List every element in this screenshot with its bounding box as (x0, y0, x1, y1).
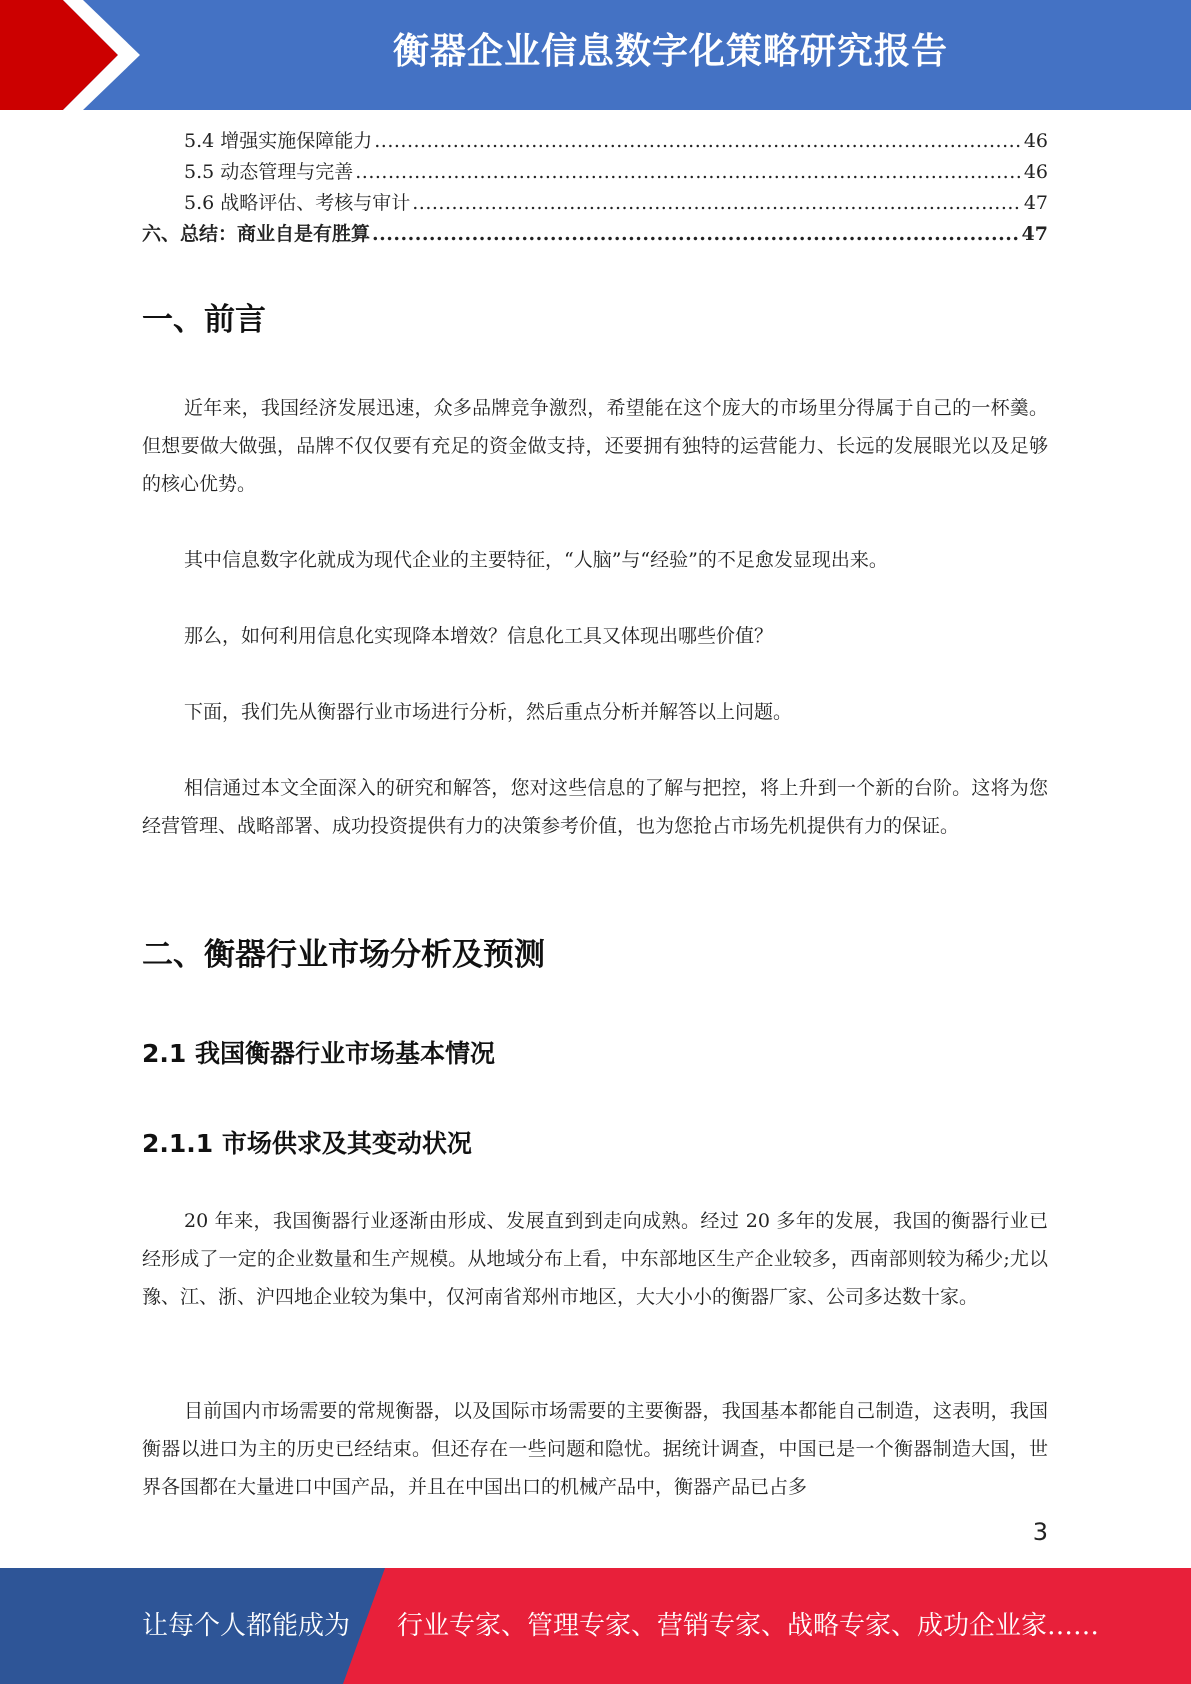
toc-entry-label: 六、总结：商业自是有胜算 (142, 223, 371, 245)
paragraph: 目前国内市场需要的常规衡器，以及国际市场需要的主要衡器，我国基本都能自己制造，这表明，我国衡器以进口为主的历史已经结束。但还存在一些问题和隐忧。据统计调查，中国已是一个衡器制造大国，世界各国都在大量进口中国产品，并且在中国出口的机械产品中，衡器产品已占多 (142, 1400, 1048, 1498)
page-number: 3 (1032, 1518, 1048, 1546)
section-heading-preface: 一、前言 (142, 302, 266, 338)
page-footer (0, 1568, 1191, 1684)
report-title: 衡器企业信息数字化策略研究报告 (392, 31, 948, 72)
toc-leader-dots (355, 157, 1022, 188)
paragraph: 20 年来，我国衡器行业逐渐由形成、发展直到到走向成熟。经过 20 多年的发展，我国的衡器行业已经形成了一定的企业数量和生产规模。从地域分布上看，中东部地区生产企业较多，西南部则较为稀少;尤以豫、江、浙、沪四地企业较为集中，仅河南省郑州市地区，大大小小的衡器厂家、公司多达数十家。 (142, 1210, 1048, 1308)
toc-entry-page: 47 (1021, 223, 1048, 245)
section-heading-market-analysis: 二、衡器行业市场分析及预测 (142, 937, 545, 973)
toc-entry[interactable] (142, 188, 1048, 219)
toc-leader-dots (374, 126, 1022, 157)
toc-entry-page: 46 (1023, 161, 1048, 183)
page-header (0, 0, 1191, 110)
footer-slogan-right: 行业专家、管理专家、营销专家、战略专家、成功企业家…… (397, 1611, 1100, 1641)
toc-entry[interactable] (142, 157, 1048, 188)
footer-slogan-left: 让每个人都能成为 (142, 1611, 351, 1641)
paragraph: 其中信息数字化就成为现代企业的主要特征，“人脑”与“经验”的不足愈发显现出来。 (184, 549, 888, 571)
toc-entry[interactable] (142, 219, 1048, 250)
toc-entry-page: 47 (1023, 192, 1048, 214)
paragraph: 下面，我们先从衡器行业市场进行分析，然后重点分析并解答以上问题。 (184, 701, 793, 723)
subsection-heading: 2.1 我国衡器行业市场基本情况 (142, 1039, 495, 1068)
toc-entry-label: 5.6 战略评估、考核与审计 (184, 192, 411, 214)
subsubsection-heading: 2.1.1 市场供求及其变动状况 (142, 1129, 472, 1158)
toc-entry-label: 5.5 动态管理与完善 (184, 161, 354, 183)
paragraph: 那么，如何利用信息化实现降本增效？信息化工具又体现出哪些价值？ (184, 625, 774, 647)
toc-entry-page: 46 (1023, 130, 1048, 152)
table-of-contents (142, 126, 1048, 250)
toc-entry-label: 5.4 增强实施保障能力 (184, 130, 373, 152)
toc-entry[interactable] (142, 126, 1048, 157)
toc-leader-dots (372, 219, 1020, 250)
paragraph: 相信通过本文全面深入的研究和解答，您对这些信息的了解与把控，将上升到一个新的台阶。这将为您经营管理、战略部署、成功投资提供有力的决策参考价值，也为您抢占市场先机提供有力的保证。 (142, 777, 1048, 837)
paragraph: 近年来，我国经济发展迅速，众多品牌竞争激烈，希望能在这个庞大的市场里分得属于自己的一杯羹。但想要做大做强，品牌不仅仅要有充足的资金做支持，还要拥有独特的运营能力、长远的发展眼光以及足够的核心优势。 (142, 397, 1048, 495)
header-arrow-decoration (0, 0, 160, 110)
toc-leader-dots (412, 188, 1022, 219)
